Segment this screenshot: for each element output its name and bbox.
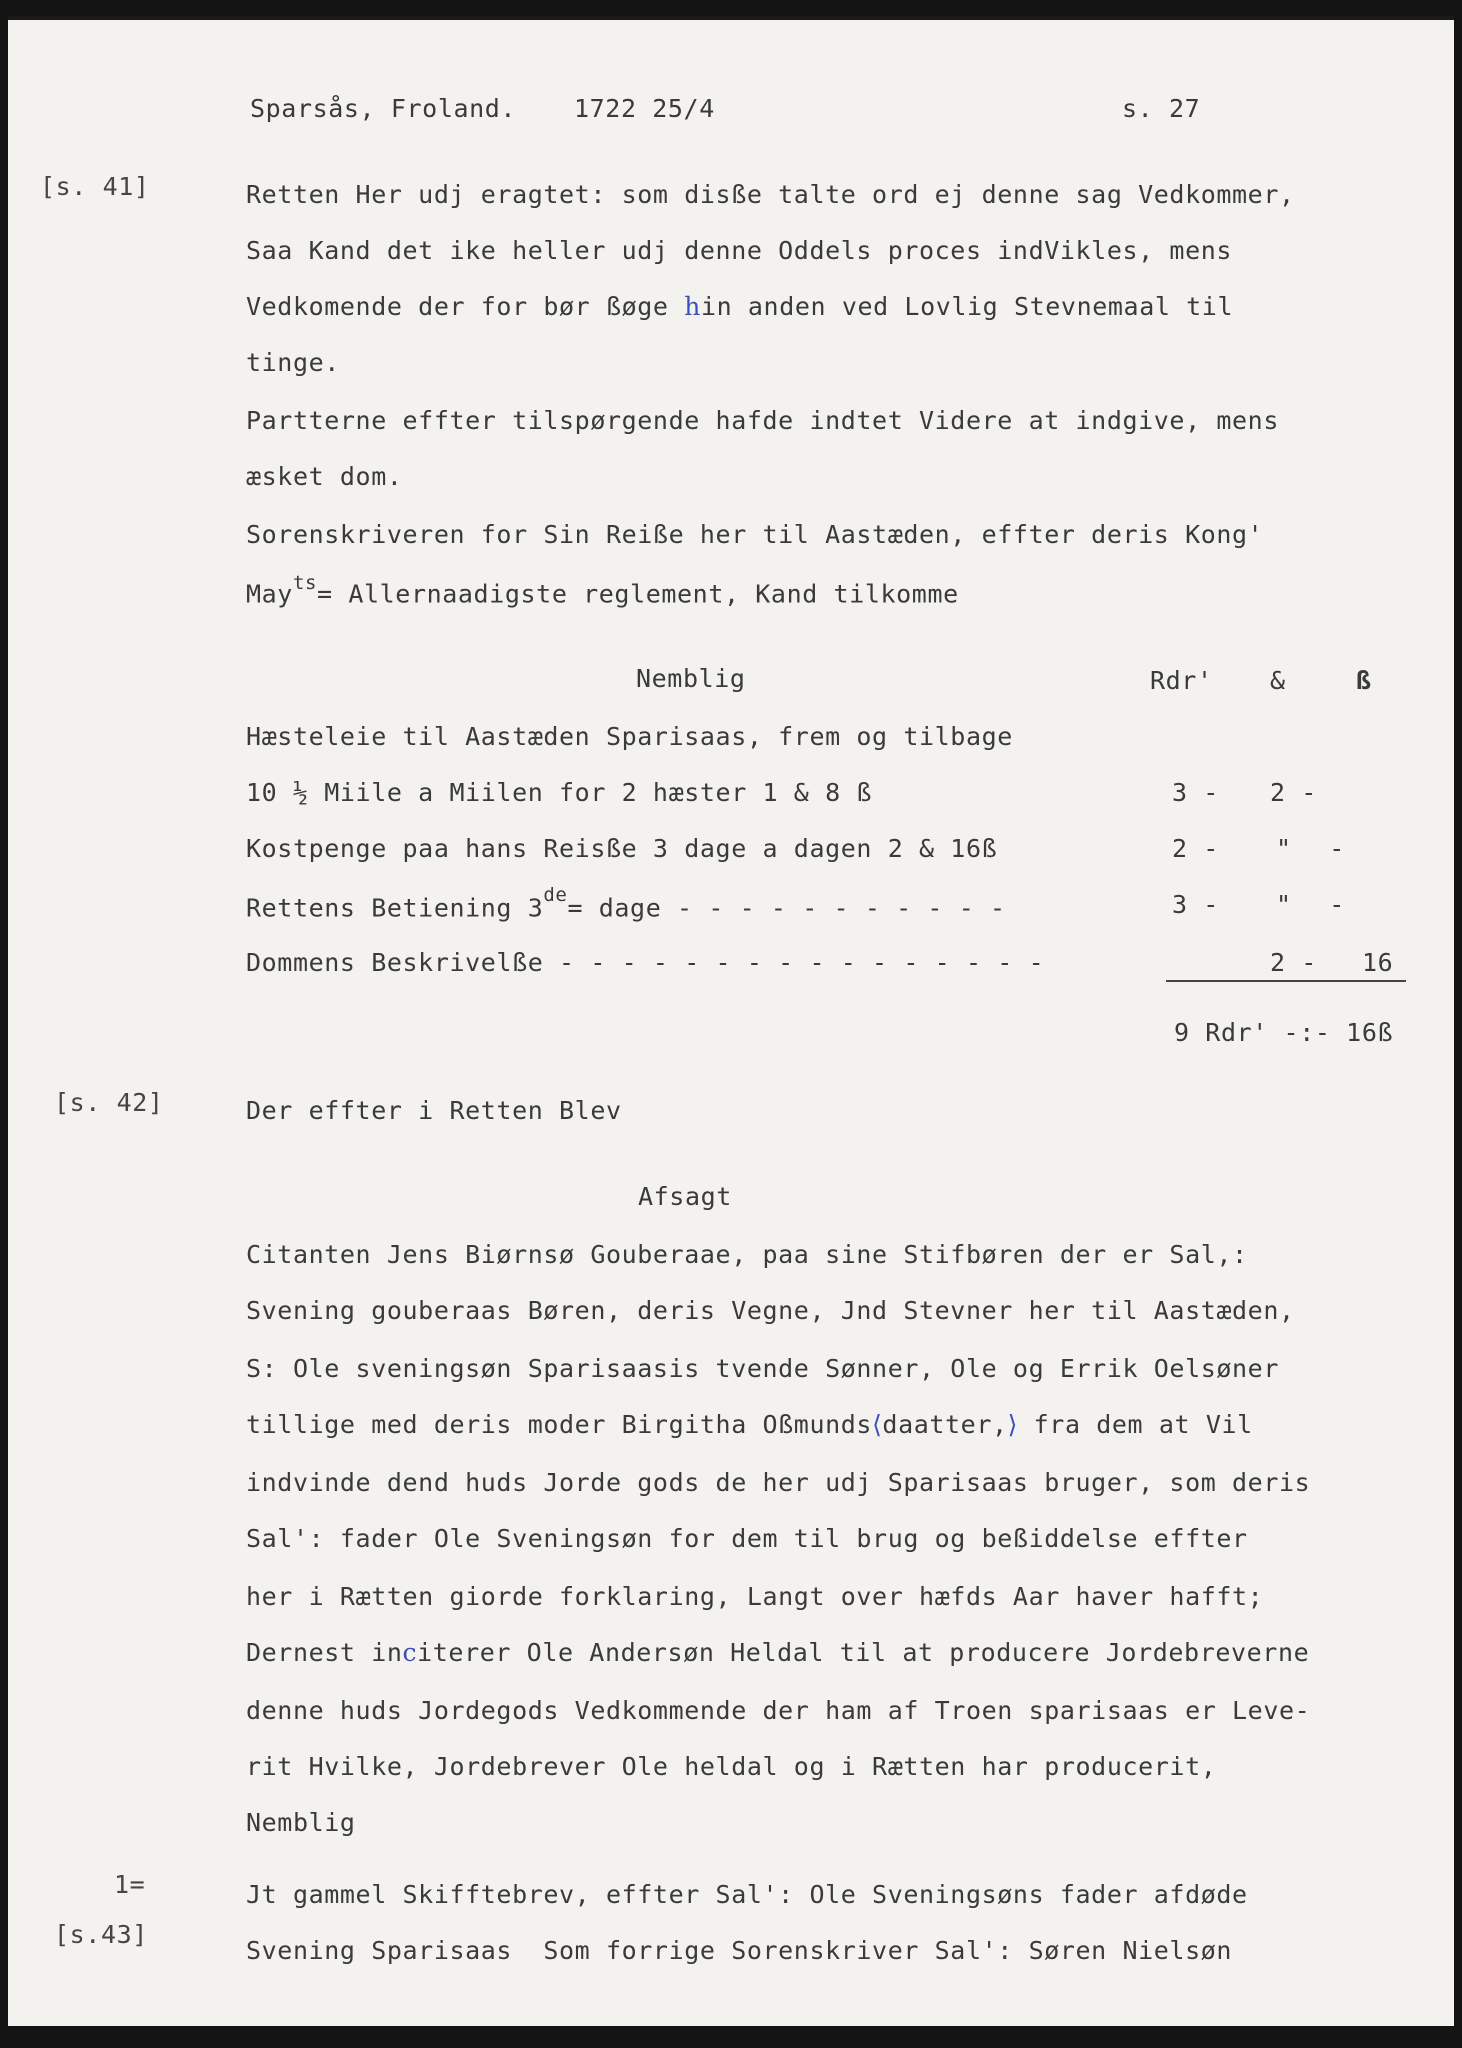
body-line-2: Saa Kand det ike heller udj denne Oddels proces indVikles, mens <box>246 236 1233 265</box>
costs-row-4: Rettens Betiening 3de= dage - - - - - - - - - - - <box>246 884 1006 923</box>
verdict-line-2: Svening gouberaas Børen, deris Vegne, Jnd Stevner her til Aastæden, <box>246 1296 1295 1325</box>
verdict-intro: Der effter i Retten Blev <box>246 1096 622 1125</box>
verdict-line-11: Nemblig <box>246 1808 356 1837</box>
verdict-line-8: Dernest inciterer Ole Andersøn Heldal til at producere Jordebreverne <box>246 1638 1310 1667</box>
body-line-3: Vedkomende der for bør ßøge hin anden ved Lovlig Stevnemaal til <box>246 292 1234 321</box>
costs-row-5-amp: 2 - <box>1270 948 1317 977</box>
header-date: 1722 25/4 <box>574 94 715 123</box>
margin-page-ref-41: [s. 41] <box>40 172 150 201</box>
handwritten-bracket-right: ⟩ <box>1007 1410 1018 1439</box>
margin-page-ref-43: [s.43] <box>54 1920 148 1949</box>
body-line-8: May$^{ts}$= Allernaadigste reglement, Kand tilkomme <box>246 572 959 609</box>
costs-row-4-amp: " - <box>1276 890 1345 919</box>
costs-row-2: 10 ½ Miile a Miilen for 2 hæster 1 & 8 ß <box>246 778 873 807</box>
handwritten-bracket-left: ⟨ <box>872 1410 883 1439</box>
body-line-7: Sorenskriveren for Sin Reiße her til Aastæden, effter deris Kong' <box>246 520 1264 549</box>
costs-total: 9 Rdr' -:- 16ß <box>1174 1018 1394 1047</box>
costs-row-3-amp: " - <box>1276 834 1345 863</box>
margin-page-ref-42: [s. 42] <box>54 1088 164 1117</box>
verdict-line-4: tillige med deris moder Birgitha Oßmunds⟨daatter,⟩ fra dem at Vil <box>246 1410 1253 1439</box>
body-line-1: Retten Her udj eragtet: som disße talte ord ej denne sag Vedkommer, <box>246 180 1295 209</box>
costs-heading: Nemblig <box>636 664 746 693</box>
costs-column-amp: & <box>1270 666 1286 695</box>
handwritten-correction-c: c <box>402 1638 418 1667</box>
verdict-heading: Afsagt <box>638 1182 732 1211</box>
costs-row-3-rdr: 2 - <box>1172 834 1219 863</box>
costs-row-4-rdr: 3 - <box>1172 890 1219 919</box>
costs-row-1: Hæsteleie til Aastæden Sparisaas, frem og tilbage <box>246 722 1013 751</box>
verdict-line-10: rit Hvilke, Jordebrever Ole heldal og i Rætten har producerit, <box>246 1752 1217 1781</box>
scan-edge <box>8 16 1454 20</box>
sum-rule <box>1166 980 1406 982</box>
body-line-6: æsket dom. <box>246 462 403 491</box>
costs-row-2-amp: 2 - <box>1270 778 1317 807</box>
costs-column-rdr: Rdr' <box>1150 666 1213 695</box>
costs-row-5: Dommens Beskrivelße - - - - - - - - - - - - - - - - <box>246 948 1045 977</box>
verdict-line-13: Svening Sparisaas Som forrige Sorenskriver Sal': Søren Nielsøn <box>246 1936 1233 1965</box>
handwritten-correction: h <box>684 292 701 321</box>
body-line-4: tinge. <box>246 348 340 377</box>
costs-row-5-b: 16 <box>1362 948 1394 977</box>
verdict-line-9: denne huds Jordegods Vedkommende der ham af Troen sparisaas er Leve- <box>246 1696 1311 1725</box>
verdict-line-7: her i Rætten giorde forklaring, Langt over hæfds Aar haver hafft; <box>246 1582 1264 1611</box>
verdict-line-12: Jt gammel Skifftebrev, effter Sal': Ole Sveningsøns fader afdøde <box>246 1880 1248 1909</box>
header-place: Sparsås, Froland. <box>250 94 517 123</box>
verdict-line-1: Citanten Jens Biørnsø Gouberaae, paa sine Stifbøren der er Sal,: <box>246 1240 1248 1269</box>
verdict-line-5: indvinde dend huds Jorde gods de her udj Sparisaas bruger, som deris <box>246 1468 1311 1497</box>
costs-row-2-rdr: 3 - <box>1172 778 1219 807</box>
body-line-5: Partterne effter tilspørgende hafde indtet Videre at indgive, mens <box>246 406 1279 435</box>
document-page <box>8 16 1454 2026</box>
margin-item-mark: 1= <box>114 1870 146 1899</box>
costs-row-3: Kostpenge paa hans Reisße 3 dage a dagen 2 & 16ß <box>246 834 998 863</box>
costs-column-b: ß <box>1356 666 1372 695</box>
verdict-line-6: Sal': fader Ole Sveningsøn for dem til brug og beßiddelse effter <box>246 1524 1248 1553</box>
header-page-number: s. 27 <box>1122 94 1201 123</box>
verdict-line-3: S: Ole sveningsøn Sparisaasis tvende Sønner, Ole og Errik Oelsøner <box>246 1354 1279 1383</box>
